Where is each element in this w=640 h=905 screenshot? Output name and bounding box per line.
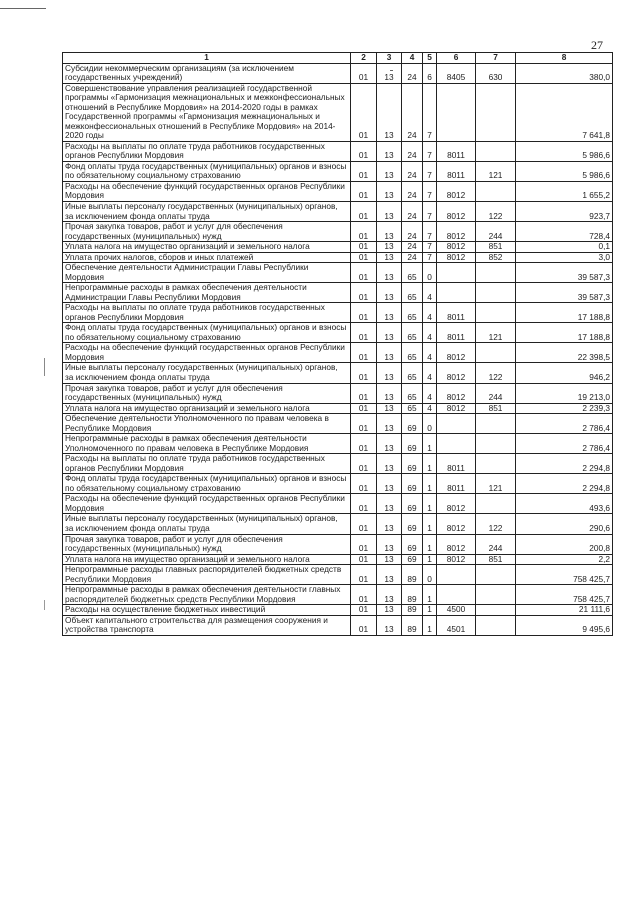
table-row <box>63 222 613 242</box>
section-code-cell: 01 <box>351 263 377 283</box>
expense-name-cell: Иные выплаты персоналу государственных (муниципальных) органов, за исключением фонда оплаты труда <box>63 201 351 221</box>
subsection-code-cell: 13 <box>377 434 402 454</box>
subsection-code-cell: 13 <box>377 585 402 605</box>
program-code-cell: 65 <box>402 263 423 283</box>
subsection-code-cell: 13 <box>377 252 402 263</box>
expense-item-code-cell <box>437 414 476 434</box>
expense-type-code-cell: 121 <box>476 323 516 343</box>
amount-cell: 2 294,8 <box>516 454 613 474</box>
expense-item-code-cell: 8011 <box>437 323 476 343</box>
subsection-code-cell: 13 <box>377 514 402 534</box>
program-code-cell: 69 <box>402 434 423 454</box>
expense-item-code-cell: 8011 <box>437 141 476 161</box>
amount-cell: 2,2 <box>516 554 613 565</box>
subsection-code-cell: 13 <box>377 454 402 474</box>
expense-type-code-cell: 121 <box>476 161 516 181</box>
scan-margin-mark <box>44 600 45 610</box>
subprogram-code-cell: 4 <box>423 303 437 323</box>
expense-item-code-cell: 8012 <box>437 242 476 253</box>
subsection-code-cell: 13 <box>377 63 402 83</box>
expense-name-cell: Непрограммные расходы главных распорядителей бюджетных средств Республики Мордовия <box>63 565 351 585</box>
section-code-cell: 01 <box>351 514 377 534</box>
section-code-cell: 01 <box>351 141 377 161</box>
subprogram-code-cell: 0 <box>423 565 437 585</box>
amount-cell: 2 786,4 <box>516 434 613 454</box>
subprogram-code-cell: 1 <box>423 605 437 616</box>
amount-cell: 728,4 <box>516 222 613 242</box>
expense-type-code-cell: 851 <box>476 242 516 253</box>
amount-cell: 290,6 <box>516 514 613 534</box>
subprogram-code-cell: 7 <box>423 161 437 181</box>
table-row <box>63 141 613 161</box>
subsection-code-cell: 13 <box>377 615 402 635</box>
expense-type-code-cell: 851 <box>476 403 516 414</box>
expense-type-code-cell: 122 <box>476 514 516 534</box>
table-row <box>63 454 613 474</box>
section-code-cell: 01 <box>351 414 377 434</box>
program-code-cell: 89 <box>402 585 423 605</box>
amount-cell: 5 986,6 <box>516 141 613 161</box>
expense-item-code-cell: 8012 <box>437 343 476 363</box>
section-code-cell: 01 <box>351 222 377 242</box>
expense-type-code-cell: 244 <box>476 534 516 554</box>
expense-item-code-cell: 4500 <box>437 605 476 616</box>
program-code-cell: 89 <box>402 565 423 585</box>
budget-table-container <box>62 52 612 636</box>
expense-type-code-cell: 852 <box>476 252 516 263</box>
subprogram-code-cell: 1 <box>423 585 437 605</box>
subsection-code-cell: 13 <box>377 303 402 323</box>
amount-cell: 17 188,8 <box>516 303 613 323</box>
expense-item-code-cell: 8012 <box>437 201 476 221</box>
table-row <box>63 323 613 343</box>
section-code-cell: 01 <box>351 161 377 181</box>
expense-item-code-cell: 8011 <box>437 474 476 494</box>
expense-item-code-cell: 8012 <box>437 494 476 514</box>
expense-item-code-cell <box>437 585 476 605</box>
section-code-cell: 01 <box>351 303 377 323</box>
expense-item-code-cell: 8012 <box>437 363 476 383</box>
expense-item-code-cell: 8012 <box>437 222 476 242</box>
expense-name-cell: Иные выплаты персоналу государственных (муниципальных) органов, за исключением фонда оплаты труда <box>63 363 351 383</box>
section-code-cell: 01 <box>351 252 377 263</box>
program-code-cell: 69 <box>402 454 423 474</box>
expense-item-code-cell: 8012 <box>437 252 476 263</box>
page-number: 27 <box>591 38 603 52</box>
expense-item-code-cell: 4501 <box>437 615 476 635</box>
expense-type-code-cell: 244 <box>476 383 516 403</box>
expense-type-code-cell: 122 <box>476 363 516 383</box>
table-row <box>63 263 613 283</box>
subsection-code-cell: 13 <box>377 83 402 141</box>
expense-type-code-cell <box>476 303 516 323</box>
program-code-cell: 89 <box>402 615 423 635</box>
table-row <box>63 63 613 83</box>
subsection-code-cell: 13 <box>377 283 402 303</box>
subsection-code-cell: 13 <box>377 222 402 242</box>
expense-type-code-cell: 851 <box>476 554 516 565</box>
amount-cell: 3,0 <box>516 252 613 263</box>
subprogram-code-cell: 1 <box>423 554 437 565</box>
expense-name-cell: Фонд оплаты труда государственных (муниципальных) органов и взносы по обязательному социальному страхованию <box>63 474 351 494</box>
subprogram-code-cell: 1 <box>423 494 437 514</box>
column-header: 5 <box>423 53 437 64</box>
expense-name-cell: Прочая закупка товаров, работ и услуг для обеспечения государственных (муниципальных) нужд <box>63 534 351 554</box>
expense-type-code-cell <box>476 83 516 141</box>
program-code-cell: 24 <box>402 201 423 221</box>
expense-name-cell: Уплата налога на имущество организаций и земельного налога <box>63 554 351 565</box>
scan-edge-mark <box>0 8 46 9</box>
expense-type-code-cell <box>476 565 516 585</box>
program-code-cell: 69 <box>402 474 423 494</box>
table-row <box>63 565 613 585</box>
table-row <box>63 605 613 616</box>
subsection-code-cell: 13 <box>377 201 402 221</box>
section-code-cell: 01 <box>351 454 377 474</box>
expense-type-code-cell: 122 <box>476 201 516 221</box>
section-code-cell: 01 <box>351 565 377 585</box>
amount-cell: 9 495,6 <box>516 615 613 635</box>
amount-cell: 22 398,5 <box>516 343 613 363</box>
subsection-code-cell: 13 <box>377 565 402 585</box>
subprogram-code-cell: 1 <box>423 534 437 554</box>
subsection-code-cell: 13 <box>377 181 402 201</box>
subprogram-code-cell: 7 <box>423 222 437 242</box>
section-code-cell: 01 <box>351 343 377 363</box>
expense-name-cell: Непрограммные расходы в рамках обеспечения деятельности Администрации Главы Республики Мордовия <box>63 283 351 303</box>
table-row <box>63 343 613 363</box>
expense-type-code-cell <box>476 605 516 616</box>
scan-margin-mark <box>44 358 45 376</box>
table-row <box>63 534 613 554</box>
expense-type-code-cell <box>476 615 516 635</box>
program-code-cell: 65 <box>402 403 423 414</box>
expense-item-code-cell: 8011 <box>437 303 476 323</box>
expense-name-cell: Объект капитального строительства для размещения сооружения и устройства транспорта <box>63 615 351 635</box>
subsection-code-cell: 13 <box>377 414 402 434</box>
amount-cell: 2 239,3 <box>516 403 613 414</box>
subprogram-code-cell: 7 <box>423 83 437 141</box>
column-header: 6 <box>437 53 476 64</box>
section-code-cell: 01 <box>351 242 377 253</box>
section-code-cell: 01 <box>351 605 377 616</box>
table-row <box>63 585 613 605</box>
subprogram-code-cell: 1 <box>423 474 437 494</box>
expense-type-code-cell: 244 <box>476 222 516 242</box>
subprogram-code-cell: 0 <box>423 414 437 434</box>
program-code-cell: 69 <box>402 534 423 554</box>
expense-type-code-cell <box>476 141 516 161</box>
expense-item-code-cell: 8011 <box>437 161 476 181</box>
amount-cell: 17 188,8 <box>516 323 613 343</box>
section-code-cell: 01 <box>351 474 377 494</box>
subprogram-code-cell: 7 <box>423 141 437 161</box>
header-row <box>63 53 613 64</box>
subprogram-code-cell: 4 <box>423 383 437 403</box>
expense-item-code-cell <box>437 283 476 303</box>
table-row <box>63 554 613 565</box>
table-row <box>63 363 613 383</box>
expense-name-cell: Фонд оплаты труда государственных (муниципальных) органов и взносы по обязательному социальному страхованию <box>63 323 351 343</box>
subsection-code-cell: 13 <box>377 554 402 565</box>
table-row <box>63 474 613 494</box>
amount-cell: 21 111,6 <box>516 605 613 616</box>
expense-type-code-cell <box>476 414 516 434</box>
subprogram-code-cell: 7 <box>423 242 437 253</box>
table-row <box>63 242 613 253</box>
amount-cell: 1 655,2 <box>516 181 613 201</box>
subsection-code-cell: 13 <box>377 383 402 403</box>
expense-item-code-cell <box>437 434 476 454</box>
subsection-code-cell: 13 <box>377 343 402 363</box>
expense-item-code-cell: 8405 <box>437 63 476 83</box>
expense-name-cell: Расходы на выплаты по оплате труда работников государственных органов Республики Мордовия <box>63 303 351 323</box>
expense-name-cell: Фонд оплаты труда государственных (муниципальных) органов и взносы по обязательному социальному страхованию <box>63 161 351 181</box>
subprogram-code-cell: 7 <box>423 201 437 221</box>
program-code-cell: 24 <box>402 161 423 181</box>
program-code-cell: 65 <box>402 323 423 343</box>
amount-cell: 2 786,4 <box>516 414 613 434</box>
section-code-cell: 01 <box>351 323 377 343</box>
table-row <box>63 494 613 514</box>
expense-item-code-cell: 8012 <box>437 534 476 554</box>
table-row <box>63 283 613 303</box>
expense-name-cell: Иные выплаты персоналу государственных (муниципальных) органов, за исключением фонда оплаты труда <box>63 514 351 534</box>
expense-name-cell: Уплата налога на имущество организаций и земельного налога <box>63 242 351 253</box>
table-row <box>63 201 613 221</box>
subprogram-code-cell: 6 <box>423 63 437 83</box>
subprogram-code-cell: 1 <box>423 514 437 534</box>
expense-item-code-cell: 8012 <box>437 514 476 534</box>
subsection-code-cell: 13 <box>377 323 402 343</box>
table-row <box>63 383 613 403</box>
expense-type-code-cell <box>476 343 516 363</box>
section-code-cell: 01 <box>351 201 377 221</box>
table-row <box>63 514 613 534</box>
expense-type-code-cell: 630 <box>476 63 516 83</box>
expense-name-cell: Расходы на осуществление бюджетных инвестиций <box>63 605 351 616</box>
subsection-code-cell: 13 <box>377 263 402 283</box>
budget-table <box>62 52 613 636</box>
program-code-cell: 65 <box>402 283 423 303</box>
table-row <box>63 83 613 141</box>
subsection-code-cell: 13 <box>377 242 402 253</box>
column-header: 8 <box>516 53 613 64</box>
section-code-cell: 01 <box>351 181 377 201</box>
column-header: 4 <box>402 53 423 64</box>
program-code-cell: 89 <box>402 605 423 616</box>
expense-item-code-cell: 8012 <box>437 181 476 201</box>
subprogram-code-cell: 7 <box>423 181 437 201</box>
table-body <box>63 63 613 635</box>
expense-name-cell: Расходы на обеспечение функций государственных органов Республики Мордовия <box>63 181 351 201</box>
column-header: 7 <box>476 53 516 64</box>
expense-name-cell: Расходы на выплаты по оплате труда работников государственных органов Республики Мордовия <box>63 454 351 474</box>
table-row <box>63 252 613 263</box>
program-code-cell: 65 <box>402 303 423 323</box>
amount-cell: 19 213,0 <box>516 383 613 403</box>
program-code-cell: 24 <box>402 63 423 83</box>
subprogram-code-cell: 4 <box>423 363 437 383</box>
expense-item-code-cell <box>437 565 476 585</box>
expense-item-code-cell: 8012 <box>437 383 476 403</box>
table-row <box>63 181 613 201</box>
subsection-code-cell: 13 <box>377 403 402 414</box>
expense-name-cell: Непрограммные расходы в рамках обеспечения деятельности главных распорядителей бюджетных средств Республики Мордовия <box>63 585 351 605</box>
table-row <box>63 403 613 414</box>
program-code-cell: 65 <box>402 363 423 383</box>
expense-type-code-cell <box>476 181 516 201</box>
expense-name-cell: Расходы на выплаты по оплате труда работников государственных органов Республики Мордовия <box>63 141 351 161</box>
column-header: 3 <box>377 53 402 64</box>
amount-cell: 758 425,7 <box>516 565 613 585</box>
subsection-code-cell: 13 <box>377 534 402 554</box>
expense-type-code-cell <box>476 283 516 303</box>
amount-cell: 39 587,3 <box>516 283 613 303</box>
program-code-cell: 65 <box>402 383 423 403</box>
program-code-cell: 69 <box>402 494 423 514</box>
table-row <box>63 434 613 454</box>
expense-type-code-cell <box>476 263 516 283</box>
section-code-cell: 01 <box>351 534 377 554</box>
expense-item-code-cell <box>437 83 476 141</box>
expense-name-cell: Обеспечение деятельности Уполномоченного по правам человека в Республике Мордовия <box>63 414 351 434</box>
expense-name-cell: Субсидии некоммерческим организациям (за исключением государственных учреждений) <box>63 63 351 83</box>
subprogram-code-cell: 1 <box>423 615 437 635</box>
amount-cell: 2 294,8 <box>516 474 613 494</box>
section-code-cell: 01 <box>351 83 377 141</box>
program-code-cell: 24 <box>402 83 423 141</box>
section-code-cell: 01 <box>351 434 377 454</box>
expense-name-cell: Прочая закупка товаров, работ и услуг для обеспечения государственных (муниципальных) нужд <box>63 383 351 403</box>
subprogram-code-cell: 4 <box>423 323 437 343</box>
expense-name-cell: Расходы на обеспечение функций государственных органов Республики Мордовия <box>63 494 351 514</box>
amount-cell: 200,8 <box>516 534 613 554</box>
expense-name-cell: Совершенствование управления реализацией государственной программы «Гармонизация межнациональных и межконфессиональных отношений в Республике Мордовия» на 2014-2020 годы в рамках Государственной программы «Гармонизация межнациональных и межконфессиональных отношений в Республике Мордовия» на 2014-2020 годы <box>63 83 351 141</box>
amount-cell: 946,2 <box>516 363 613 383</box>
expense-name-cell: Непрограммные расходы в рамках обеспечения деятельности Уполномоченного по правам человека в Республике Мордовия <box>63 434 351 454</box>
expense-name-cell: Расходы на обеспечение функций государственных органов Республики Мордовия <box>63 343 351 363</box>
column-header: 2 <box>351 53 377 64</box>
subsection-code-cell: 13 <box>377 161 402 181</box>
expense-type-code-cell <box>476 454 516 474</box>
expense-name-cell: Обеспечение деятельности Администрации Главы Республики Мордовия <box>63 263 351 283</box>
expense-item-code-cell: 8012 <box>437 403 476 414</box>
expense-type-code-cell <box>476 585 516 605</box>
subsection-code-cell: 13 <box>377 363 402 383</box>
subprogram-code-cell: 4 <box>423 343 437 363</box>
expense-item-code-cell: 8012 <box>437 554 476 565</box>
subprogram-code-cell: 4 <box>423 283 437 303</box>
subsection-code-cell: 13 <box>377 141 402 161</box>
expense-type-code-cell: 121 <box>476 474 516 494</box>
section-code-cell: 01 <box>351 494 377 514</box>
table-row <box>63 303 613 323</box>
subprogram-code-cell: 7 <box>423 252 437 263</box>
amount-cell: 5 986,6 <box>516 161 613 181</box>
amount-cell: 39 587,3 <box>516 263 613 283</box>
amount-cell: 380,0 <box>516 63 613 83</box>
subprogram-code-cell: 1 <box>423 434 437 454</box>
subsection-code-cell: 13 <box>377 474 402 494</box>
section-code-cell: 01 <box>351 554 377 565</box>
subsection-code-cell: 13 <box>377 605 402 616</box>
program-code-cell: 24 <box>402 252 423 263</box>
program-code-cell: 24 <box>402 222 423 242</box>
expense-name-cell: Уплата налога на имущество организаций и земельного налога <box>63 403 351 414</box>
section-code-cell: 01 <box>351 383 377 403</box>
program-code-cell: 24 <box>402 141 423 161</box>
section-code-cell: 01 <box>351 283 377 303</box>
section-code-cell: 01 <box>351 363 377 383</box>
amount-cell: 7 641,8 <box>516 83 613 141</box>
program-code-cell: 69 <box>402 554 423 565</box>
section-code-cell: 01 <box>351 63 377 83</box>
subsection-code-cell: 13 <box>377 494 402 514</box>
table-row <box>63 414 613 434</box>
program-code-cell: 65 <box>402 343 423 363</box>
program-code-cell: 24 <box>402 181 423 201</box>
amount-cell: 493,6 <box>516 494 613 514</box>
amount-cell: 0,1 <box>516 242 613 253</box>
table-row <box>63 615 613 635</box>
expense-item-code-cell: 8011 <box>437 454 476 474</box>
amount-cell: 923,7 <box>516 201 613 221</box>
program-code-cell: 24 <box>402 242 423 253</box>
subprogram-code-cell: 0 <box>423 263 437 283</box>
amount-cell: 758 425,7 <box>516 585 613 605</box>
expense-item-code-cell <box>437 263 476 283</box>
subprogram-code-cell: 4 <box>423 403 437 414</box>
table-row <box>63 161 613 181</box>
column-header: 1 <box>63 53 351 64</box>
subprogram-code-cell: 1 <box>423 454 437 474</box>
section-code-cell: 01 <box>351 403 377 414</box>
expense-type-code-cell <box>476 494 516 514</box>
expense-name-cell: Уплата прочих налогов, сборов и иных платежей <box>63 252 351 263</box>
expense-name-cell: Прочая закупка товаров, работ и услуг для обеспечения государственных (муниципальных) нужд <box>63 222 351 242</box>
program-code-cell: 69 <box>402 514 423 534</box>
section-code-cell: 01 <box>351 615 377 635</box>
section-code-cell: 01 <box>351 585 377 605</box>
program-code-cell: 69 <box>402 414 423 434</box>
expense-type-code-cell <box>476 434 516 454</box>
